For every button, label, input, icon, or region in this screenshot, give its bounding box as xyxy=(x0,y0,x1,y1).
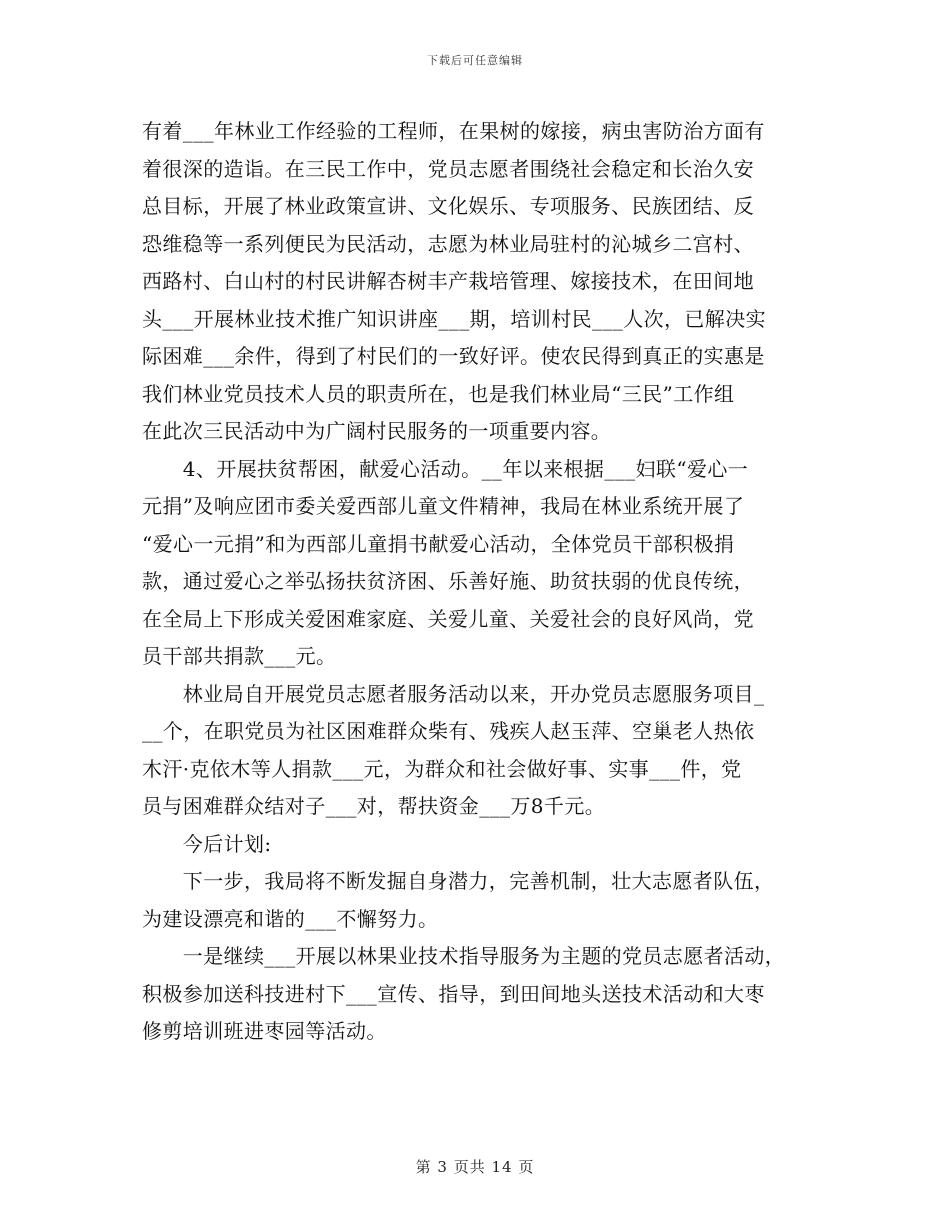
text-line: __个，在职党员为社区困难群众柴有、残疾人赵玉萍、空巢老人热依 xyxy=(142,719,755,743)
text-line: 我们林业党员技术人员的职责所在，也是我们林业局“三民”工作组 xyxy=(142,381,735,406)
text-line: 一是继续___开展以林果业技术指导服务为主题的党员志愿者活动， xyxy=(142,944,786,968)
text-line: 着很深的造诣。在三民工作中，党员志愿者围绕社会稳定和长治久安 xyxy=(142,156,754,181)
text-line: 员与困难群众结对子___对，帮扶资金___万8千元。 xyxy=(142,794,606,818)
text-line: 林业局自开展党员志愿者服务活动以来，开办党员志愿服务项目_ xyxy=(142,681,765,706)
text-line: 修剪培训班进枣园等活动。 xyxy=(142,1019,387,1043)
text-line: “爱心一元捐”和为西部儿童捐书献爱心活动，全体党员干部积极捐 xyxy=(142,531,735,556)
text-line: 4、开展扶贫帮困，献爱心活动。__年以来根据___妇联“爱心一 xyxy=(142,456,749,481)
page-header: 下载后可任意编辑 xyxy=(427,54,523,67)
page-footer: 第 3 页共 14 页 xyxy=(415,1158,535,1176)
text-line: 头___开展林业技术推广知识讲座___期，培训村民___人次，已解决实 xyxy=(142,306,766,331)
text-line: 有着___年林业工作经验的工程师，在果树的嫁接，病虫害防治方面有 xyxy=(142,119,765,143)
text-line: 员干部共捐款___元。 xyxy=(142,644,337,668)
text-line: 款，通过爱心之举弘扬扶贫济困、乐善好施、助贫扶弱的优良传统， xyxy=(142,569,754,593)
text-line: 恐维稳等一系列便民为民活动，志愿为林业局驻村的沁城乡二宫村、 xyxy=(142,231,754,256)
text-line: 下一步，我局将不断发掘自身潜力，完善机制，壮大志愿者队伍， xyxy=(142,869,775,893)
text-line: 在全局上下形成关爱困难家庭、关爱儿童、关爱社会的良好风尚，党 xyxy=(142,606,754,631)
text-line: 木汗·克依木等人捐款___元，为群众和社会做好事、实事___件，党 xyxy=(142,756,742,781)
text-line: 今后计划: xyxy=(142,831,272,856)
document-body xyxy=(142,113,812,1051)
text-line: 元捐”及响应团市委关爱西部儿童文件精神，我局在林业系统开展了 xyxy=(142,494,745,518)
text-line: 西路村、白山村的村民讲解杏树丰产栽培管理、嫁接技术，在田间地 xyxy=(142,269,754,293)
text-line: 为建设漂亮和谐的___不懈努力。 xyxy=(142,906,439,931)
text-line: 际困难___余件，得到了村民们的一致好评。使农民得到真正的实惠是 xyxy=(142,344,765,368)
text-line: 在此次三民活动中为广阔村民服务的一项重要内容。 xyxy=(142,419,612,443)
text-line: 积极参加送科技进村下___宣传、指导，到田间地头送技术活动和大枣 xyxy=(142,981,765,1006)
text-line: 总目标，开展了林业政策宣讲、文化娱乐、专项服务、民族团结、反 xyxy=(142,194,754,218)
